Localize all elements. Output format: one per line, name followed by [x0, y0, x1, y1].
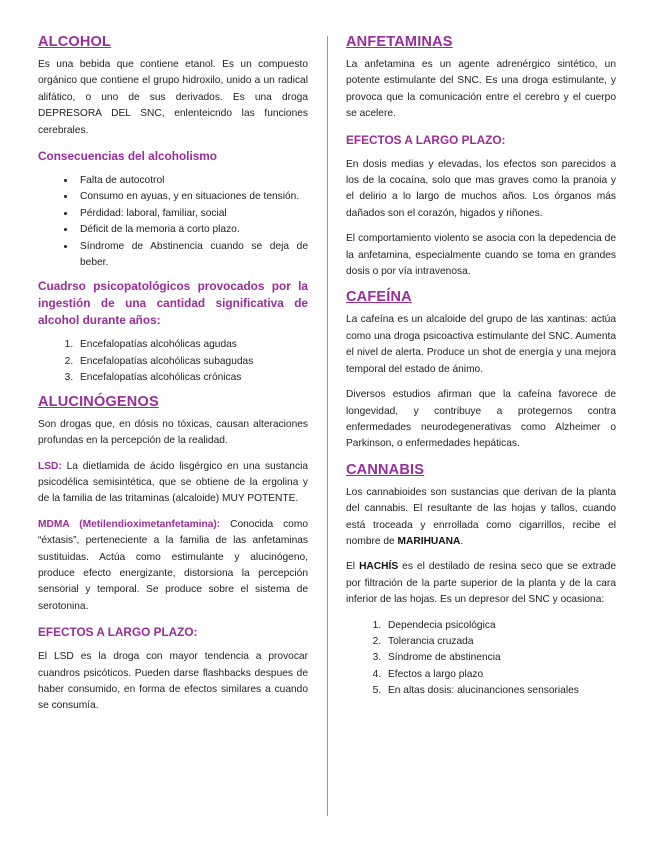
column-divider — [327, 36, 328, 816]
alucinogenos-intro: Son drogas que, en dósis no tóxicas, causan alteraciones profundas en la percepción de la realidad. — [38, 418, 308, 447]
list-item: • Déficit de la memoria a corto plazo. — [76, 222, 308, 238]
anfetaminas-effects-heading: EFECTOS A LARGO PLAZO: — [346, 132, 506, 147]
mdma-text: Conocida como “éxtasis”, perteneciente a la familia de las anfetaminas sustituidas. Actúa como estimulante y alucinógeno, produce efecto energizante, distorsiona la percepción sensorial y temporal. Se produce sobre el sistema de serotonina. — [38, 518, 308, 612]
anfetaminas-effects-p2: El comportamiento violento se asocia con la depedencia de la anfetamina, especialmente cuando se toma en grandes dosis o por vía intravenosa. — [346, 233, 616, 278]
cafeina-p1: La cafeína es un alcaloide del grupo de las xantinas: actúa como una droga psicoactiva estimulante del SNC. Aumenta el nivel de alerta. Produce un shot de energía y una mejora temporal del estado de ánimo. — [346, 314, 616, 375]
cafeina-p2: Diversos estudios afirman que la cafeína favorece de longevidad, y contribuye a protegernos contra enfermedades neurodegenerativas como Alzheimer o Parkinson, o enfermedades hepáticas. — [346, 389, 616, 450]
marihuana-term: MARIHUANA — [397, 535, 461, 547]
mdma-paragraph — [38, 517, 308, 615]
list-item: 3. Síndrome de abstinencia — [384, 650, 616, 666]
list-item: 2. Tolerancia cruzada — [384, 634, 616, 650]
cannabis-heading: CANNABIS — [346, 461, 425, 478]
syndromes-list — [38, 337, 308, 386]
lsd-label: LSD: — [38, 460, 62, 472]
list-item: 5. En altas dosis: alucinanciones sensoriales — [384, 683, 616, 699]
cannabis-p2-start: El — [346, 561, 360, 573]
lsd-paragraph — [38, 459, 308, 508]
cannabis-effects-list — [346, 618, 616, 700]
list-item: 4. Efectos a largo plazo — [384, 667, 616, 683]
alcohol-intro: Es una bebida que contiene etanol. Es un compuesto orgánico que contiene el grupo hidroxilo, unido a un radical alifático, o uno de sus derivados. Es una droga DEPRESORA DEL SNC, enlenteicndo las funciones cerebrales. — [38, 59, 308, 136]
list-item: 1. Encefalopatías alcohólicas agudas — [76, 337, 308, 353]
consequences-list — [38, 173, 308, 271]
list-item: 3. Encefalopatías alcohólicas crónicas — [76, 370, 308, 386]
cannabis-p2 — [346, 559, 616, 608]
syndromes-heading: Cuadrso psicopatológicos provocados por la ingestión de una cantidad significativa de alcohol durante años: — [38, 279, 308, 328]
alucinogenos-effects-heading: EFECTOS A LARGO PLAZO: — [38, 625, 198, 640]
consequences-heading: Consecuencias del alcoholismo — [38, 149, 217, 164]
cannabis-p2-text: es el destilado de resina seco que se extrade por filtración de la parte superior de la planta y de la cara inferior de las hojas. Es un depresor del SNC y ocasiona: — [346, 561, 617, 606]
list-item: • Síndrome de Abstinencia cuando se deja de beber. — [76, 239, 308, 272]
mdma-label: MDMA (Metilendioximetanfetamina): — [38, 518, 221, 530]
anfetaminas-heading: ANFETAMINAS — [346, 34, 453, 50]
cafeina-heading: CAFEÍNA — [346, 289, 412, 306]
list-item: • Consumo en ayuas, y en situaciones de tensión. — [76, 189, 308, 205]
list-item: • Falta de autocotrol — [76, 173, 308, 189]
cannabis-p1-end: . — [460, 535, 464, 547]
cannabis-p1 — [346, 485, 616, 551]
alucinogenos-effects-text: El LSD es la droga con mayor tendencia a provocar cuandros psicóticos. Pueden darse flashbacks despues de haber consumido, en forma de efectos similares a cuando se consumía. — [38, 651, 308, 712]
hachis-term: HACHÍS — [359, 561, 399, 573]
anfetaminas-effects-p1: En dosis medias y elevadas, los efectos son parecidos a los de la cocaína, solo que mas graves como la pranoia y el delirio a lo largo de muchos años. Los órganos más dañados son el corazón, higados y riñones. — [346, 158, 616, 219]
alucinogenos-heading: ALUCINÓGENOS — [38, 393, 159, 410]
anfetaminas-intro: La anfetamina es un agente adrenérgico sintético, un potente estimulante del SNC. Es una droga estimulante, y provoca que la comunicación entre el cerebro y el cuerpo se acelere. — [346, 59, 616, 120]
lsd-text: La dietlamida de ácido lisgérgico en una sustancia psicodélica semisintética, que se obtiene de la ergolina y de la familia de las tritaminas (alcaloide) MUY POTENTE. — [38, 460, 308, 505]
list-item: • Pérdidad: laboral, familiar, social — [76, 206, 308, 222]
left-column — [38, 34, 308, 724]
list-item: 1. Dependecia psicológica — [384, 618, 616, 634]
right-column — [346, 34, 616, 707]
alcohol-heading: ALCOHOL — [38, 34, 112, 50]
cannabis-p1-text: Los cannabioides son sustancias que derivan de la planta del cannabis. El resultante de las hojas y tallos, cuando está troceada y enrrollada como cigarrillos, recibe el nombre de — [346, 486, 616, 547]
list-item: 2. Encefalopatías alcohólicas subagudas — [76, 354, 308, 370]
